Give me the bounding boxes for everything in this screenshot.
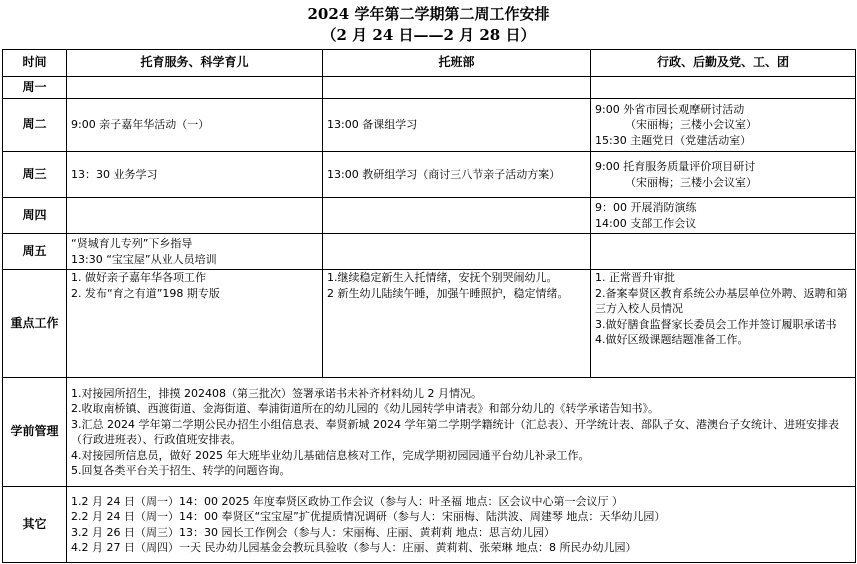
entry: 13:30 “宝宝屋”从业人员培训: [71, 252, 217, 266]
entry: 2.备案奉贤区教育系统公办基层单位外聘、返聘和第三方入校人员情况: [595, 286, 848, 315]
cell-admin: [591, 152, 856, 198]
row-wednesday: [3, 152, 856, 198]
cell-preschool: [67, 378, 856, 487]
day-label: 周五: [3, 234, 67, 270]
row-friday: [3, 234, 856, 270]
entry: 5.回复各类平台关于招生、转学的问题咨询。: [71, 464, 291, 477]
cell-childcare: [67, 270, 323, 378]
cell-nursery: [323, 99, 591, 152]
cell-nursery: [323, 152, 591, 198]
day-label: 周一: [3, 77, 67, 99]
page-subtitle: （2 月 24 日——2 月 28 日）: [321, 26, 536, 44]
row-thursday: [3, 198, 856, 234]
header-nursery: 托班部: [323, 50, 591, 77]
day-label: 周三: [3, 152, 67, 198]
entry: 13：30 业务学习: [71, 167, 158, 181]
entry: 14:00 支部工作会议: [595, 216, 697, 230]
entry: 9:00 亲子嘉年华活动（一）: [71, 118, 210, 132]
entry: 3.汇总 2024 学年第二学期公民办招生小组信息表、奉贤新城 2024 学年第二学期学籍统计（汇总表）、开学统计表、部队子女、港澳台子女统计、进班安排表（行政进班表）、行政值班安排表。: [71, 417, 839, 446]
entry: 1.2 月 24 日（周一）14：00 2025 年度奉贤区政协工作会议（参与人：叶圣福 地点：区会议中心第一会议厅 ）: [71, 494, 623, 508]
day-label: 周四: [3, 198, 67, 234]
page-title: 2024 学年第二学期第二周工作安排: [307, 5, 550, 23]
cell-nursery: [323, 198, 591, 234]
entry: 13:00 备课组学习: [327, 118, 418, 132]
day-label: 重点工作: [3, 270, 67, 378]
cell-admin: [591, 198, 856, 234]
cell-childcare: [67, 77, 323, 99]
entry: 1.继续稳定新生入托情绪，安抚个别哭闹幼儿。: [327, 271, 558, 284]
cell-nursery: [323, 270, 591, 378]
cell-admin: [591, 270, 856, 378]
cell-childcare: [67, 198, 323, 234]
cell-childcare: [67, 99, 323, 152]
cell-admin: [591, 234, 856, 270]
entry: 3.做好膳食监督家长委员会工作并签订履职承诺书: [595, 317, 837, 331]
schedule-table: [2, 49, 856, 563]
day-label: 学前管理: [3, 378, 67, 487]
entry: 2 新生幼儿陆续午睡，加强午睡照护，稳定情绪。: [327, 286, 569, 300]
entry: 9：00 开展消防演练: [595, 201, 697, 214]
day-label: 其它: [3, 487, 67, 563]
row-tuesday: [3, 99, 856, 152]
entry: 15:30 主题党日（党建活动室）: [595, 133, 752, 147]
header-time: 时间: [3, 50, 67, 77]
day-label: 周二: [3, 99, 67, 152]
entry: 1.对接园所招生，排摸 202408（第三批次）签署承诺书未补齐材料幼儿 2 月情况。: [71, 386, 482, 400]
entry: 9:00 托育服务质量评价项目研讨: [595, 160, 756, 173]
entry: 4.做好区级课题结题准备工作。: [595, 333, 749, 346]
entry: 2.收取南桥镇、西渡街道、金海街道、奉浦街道所在的幼儿园的《幼儿园转学申请表》和部分幼儿的《转学承诺告知书》。: [71, 402, 659, 415]
header-row: [3, 50, 856, 77]
cell-nursery: [323, 77, 591, 99]
row-focus: [3, 270, 856, 378]
cell-childcare: [67, 234, 323, 270]
entry: 9:00 外省市园长观摩研讨活动: [595, 102, 745, 116]
entry: 2.2 月 24 日（周一）14：00 奉贤区“宝宝屋”扩优提质情况调研（参与人：宋丽梅、陆洪波、周建琴 地点：天华幼儿园）: [71, 510, 666, 523]
entry: 4.2 月 27 日（周四）一天 民办幼儿园基金会教玩具验收（参与人：庄丽、黄莉莉、张荣琳 地点：8 所民办幼儿园）: [71, 541, 637, 554]
cell-admin: [591, 99, 856, 152]
row-monday: [3, 77, 856, 99]
entry: 2. 发布“育之有道”198 期专版: [71, 286, 220, 300]
cell-nursery: [323, 234, 591, 270]
cell-admin: [591, 77, 856, 99]
entry: 1. 正常晋升审批: [595, 271, 675, 284]
entry: 4.对接园所信息员，做好 2025 年大班毕业幼儿基础信息核对工作，完成学期初园园通平台幼儿补录工作。: [71, 448, 590, 462]
row-other: [3, 487, 856, 563]
entry: 3.2 月 26 日（周三）13：30 园长工作例会（参与人：宋丽梅、庄丽、黄莉莉 地点：思言幼儿园）: [71, 525, 555, 539]
header-admin: 行政、后勤及党、工、团: [591, 50, 856, 77]
entry: 1. 做好亲子嘉年华各项工作: [71, 271, 206, 284]
row-preschool: [3, 378, 856, 487]
entry: “贤城育儿专列”下乡指导: [71, 237, 193, 250]
entry: 13:00 教研组学习（商讨三八节亲子活动方案）: [327, 167, 561, 181]
entry: （宋丽梅；三楼小会议室）: [625, 118, 757, 132]
cell-childcare: [67, 152, 323, 198]
cell-other: [67, 487, 856, 563]
entry: （宋丽梅；三楼小会议室）: [625, 175, 757, 189]
header-childcare: 托育服务、科学育儿: [67, 50, 323, 77]
